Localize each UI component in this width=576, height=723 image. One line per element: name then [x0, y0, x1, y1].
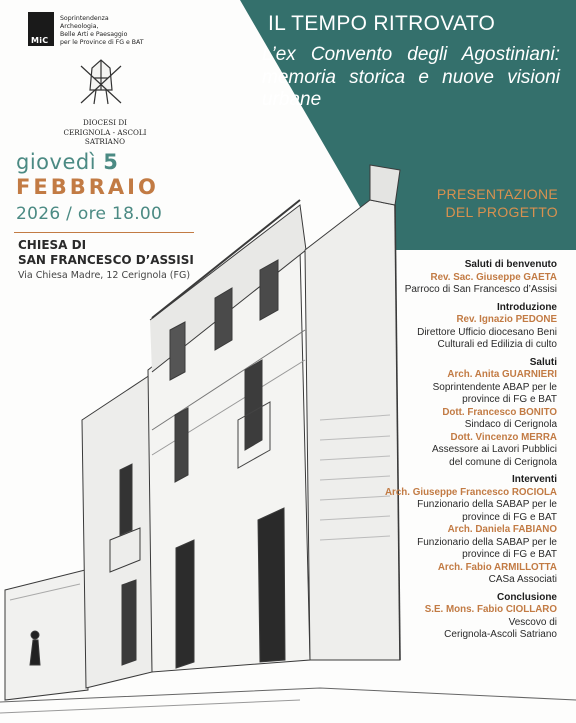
speaker-name: Arch. Fabio ARMILLOTTA	[437, 561, 557, 573]
diocese-mitre-icon	[76, 58, 126, 108]
section-title: Interventi	[511, 474, 557, 485]
venue-line-2: SAN FRANCESCO D’ASSISI	[18, 253, 194, 267]
speaker-role: Funzionario della SABAP per le	[417, 499, 557, 510]
speaker-role: Funzionario della SABAP per le	[417, 536, 557, 548]
speaker-role: Soprintendente ABAP per le	[432, 381, 557, 393]
venue-address: Via Chiesa Madre, 12 Cerignola (FG)	[18, 270, 191, 281]
event-day: giovedì 5	[16, 150, 119, 174]
speaker-role: del comune di Cerignola	[449, 456, 557, 468]
speaker-name: Dott. Vincenzo MERRA	[450, 431, 557, 443]
speaker-role: province di FG e BAT	[462, 549, 557, 560]
speaker-name: Rev. Ignazio PEDONE	[456, 314, 557, 325]
event-month: FEBBRAIO	[16, 175, 159, 199]
speaker-role: Cerignola-Ascoli Satriano	[444, 629, 557, 640]
speaker-name: Rev. Sac. Giuseppe GAETA	[430, 271, 557, 283]
program-list	[317, 254, 557, 642]
divider-line	[14, 232, 194, 233]
speaker-name: Arch. Daniela FABIANO	[447, 524, 557, 535]
program-section	[317, 474, 557, 587]
speaker-role: Sindaco di Cerignola	[464, 419, 557, 430]
program-section	[317, 592, 557, 642]
section-title: Saluti di benvenuto	[464, 259, 557, 270]
speaker-role: province di FG e BAT	[462, 394, 557, 405]
speaker-role: Vescovo di	[508, 616, 557, 628]
speaker-name: S.E. Mons. Fabio CIOLLARO	[424, 604, 557, 615]
program-section	[317, 302, 557, 352]
section-title: Conclusione	[496, 591, 557, 603]
mic-logo: MiC	[28, 12, 54, 46]
program-section	[317, 357, 557, 470]
speaker-role: Direttore Ufficio diocesano Beni	[417, 326, 557, 338]
speaker-role: province di FG e BAT	[462, 511, 557, 523]
event-subtitle: L’ex Convento degli Agostiniani: memoria storica e nuove visioni urbane	[262, 44, 560, 110]
venue-line-1: CHIESA DI	[18, 238, 87, 252]
speaker-role: Parroco di San Francesco d’Assisi	[404, 284, 557, 295]
presentation-line-1: PRESENTAZIONE	[436, 186, 558, 202]
section-title: Saluti	[529, 356, 557, 368]
speaker-role: Culturali ed Edilizia di culto	[437, 339, 557, 350]
speaker-name: Arch. Giuseppe Francesco ROCIOLA	[384, 486, 557, 498]
speaker-role: Assessore ai Lavori Pubblici	[431, 444, 557, 455]
section-title: Introduzione	[497, 301, 557, 313]
speaker-role: CASa Associati	[488, 574, 557, 585]
event-title: IL TEMPO RITROVATO	[268, 12, 496, 35]
presentation-line-2: DEL PROGETTO	[445, 204, 558, 220]
speaker-name: Dott. Francesco BONITO	[442, 406, 557, 418]
event-year-time: 2026 / ore 18.00	[16, 204, 163, 224]
program-section	[317, 259, 557, 297]
soprintendenza-label: Soprintendenza Archeologia, Belle Arti e Paesaggio per le Province di FG e BAT	[60, 15, 144, 46]
diocese-label: DIOCESI DI CERIGNOLA - ASCOLI SATRIANO	[63, 118, 147, 146]
speaker-name: Arch. Anita GUARNIERI	[447, 369, 557, 380]
